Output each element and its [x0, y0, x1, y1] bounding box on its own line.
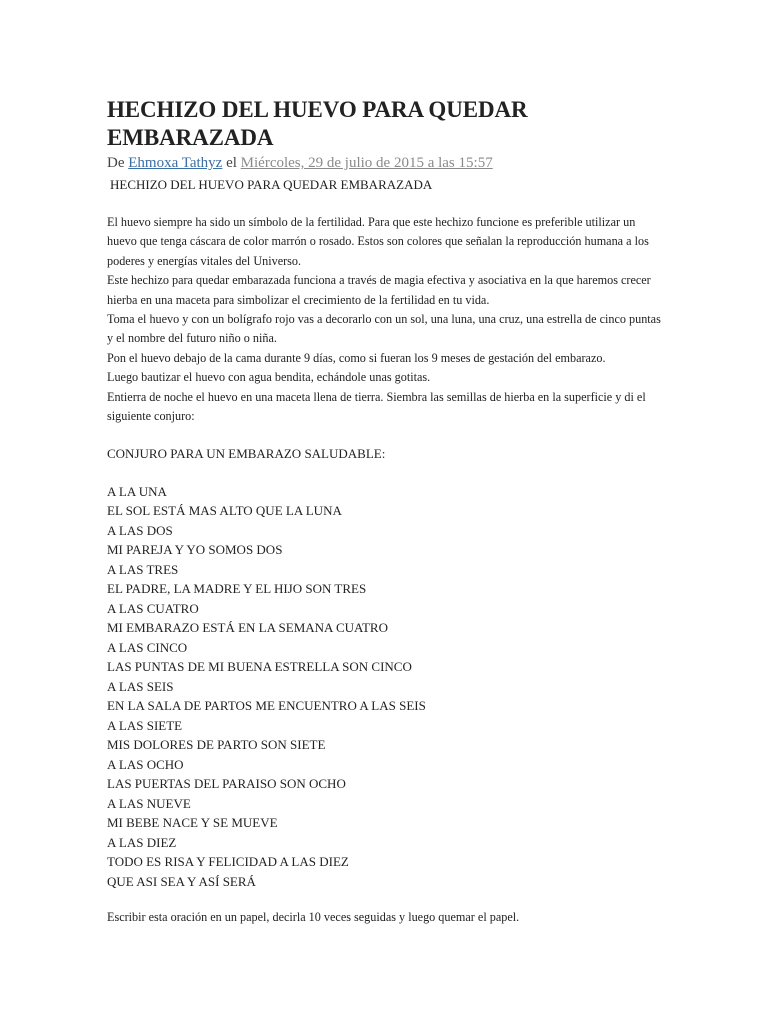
verse-line: A LAS SEIS	[107, 678, 174, 694]
verse-line: QUE ASI SEA Y ASÍ SERÁ	[107, 873, 256, 889]
byline-prefix: De	[107, 155, 125, 171]
article-title: HECHIZO DEL HUEVO PARA QUEDAR EMBARAZADA	[107, 97, 528, 150]
verse-line: A LA UNA	[107, 483, 167, 499]
verse-line: A LAS CUATRO	[107, 600, 199, 616]
verse-line: LAS PUNTAS DE MI BUENA ESTRELLA SON CINCO	[107, 659, 412, 675]
date-link[interactable]: Miércoles, 29 de julio de 2015 a las 15:57	[240, 155, 493, 171]
byline	[107, 154, 667, 172]
verse-line: MI BEBE NACE Y SE MUEVE	[107, 815, 278, 831]
paragraph: Toma el huevo y con un bolígrafo rojo vas a decorarlo con un sol, una luna, una cruz, una estrella de cinco puntas y el nombre del futuro niño o niña.	[107, 312, 661, 346]
verse-line: EN LA SALA DE PARTOS ME ENCUENTRO A LAS SEIS	[107, 698, 426, 714]
verse-line: MI PAREJA Y YO SOMOS DOS	[107, 542, 283, 558]
article	[107, 96, 667, 927]
author-link[interactable]: Ehmoxa Tathyz	[128, 155, 223, 171]
verse-line: A LAS SIETE	[107, 717, 183, 733]
verse-line: A LAS NUEVE	[107, 795, 191, 811]
verse-line: LAS PUERTAS DEL PARAISO SON OCHO	[107, 776, 346, 792]
paragraph: Pon el huevo debajo de la cama durante 9 días, como si fueran los 9 meses de gestación del embarazo.	[107, 350, 606, 365]
paragraph: El huevo siempre ha sido un símbolo de la fertilidad. Para que este hechizo funcione es preferible utilizar un huevo que tenga cáscara de color marrón o rosado. Estos son colores que señalan la reproducción humana a los poderes y energías vitales del Universo.	[107, 215, 649, 268]
article-body	[107, 213, 667, 426]
closing-instruction: Escribir esta oración en un papel, decirla 10 veces seguidas y luego quemar el papel.	[107, 910, 520, 925]
verse-line: MI EMBARAZO ESTÁ EN LA SEMANA CUATRO	[107, 620, 388, 636]
verse-line: A LAS CINCO	[107, 639, 188, 655]
byline-connector: el	[226, 155, 237, 171]
verse-line: A LAS OCHO	[107, 756, 184, 772]
article-subtitle: HECHIZO DEL HUEVO PARA QUEDAR EMBARAZADA	[110, 177, 433, 192]
verse-line: EL PADRE, LA MADRE Y EL HIJO SON TRES	[107, 581, 367, 597]
paragraph: Luego bautizar el huevo con agua bendita, echándole unas gotitas.	[107, 370, 431, 385]
paragraph: Entierra de noche el huevo en una maceta llena de tierra. Siembra las semillas de hierba en la superficie y di el siguiente conjuro:	[107, 389, 646, 424]
verse-line: A LAS TRES	[107, 561, 179, 577]
conjuro-heading: CONJURO PARA UN EMBARAZO SALUDABLE:	[107, 446, 386, 462]
verse-line: EL SOL ESTÁ MAS ALTO QUE LA LUNA	[107, 503, 342, 519]
verse-line: A LAS DIEZ	[107, 834, 177, 850]
verse-line: TODO ES RISA Y FELICIDAD A LAS DIEZ	[107, 854, 349, 870]
verse-list	[107, 482, 667, 892]
paragraph: Este hechizo para quedar embarazada funciona a través de magia efectiva y asociativa en la que haremos crecer hierba en una maceta para simbolizar el crecimiento de la fertilidad en tu vida.	[107, 273, 651, 307]
verse-line: MIS DOLORES DE PARTO SON SIETE	[107, 737, 326, 753]
verse-line: A LAS DOS	[107, 522, 173, 538]
